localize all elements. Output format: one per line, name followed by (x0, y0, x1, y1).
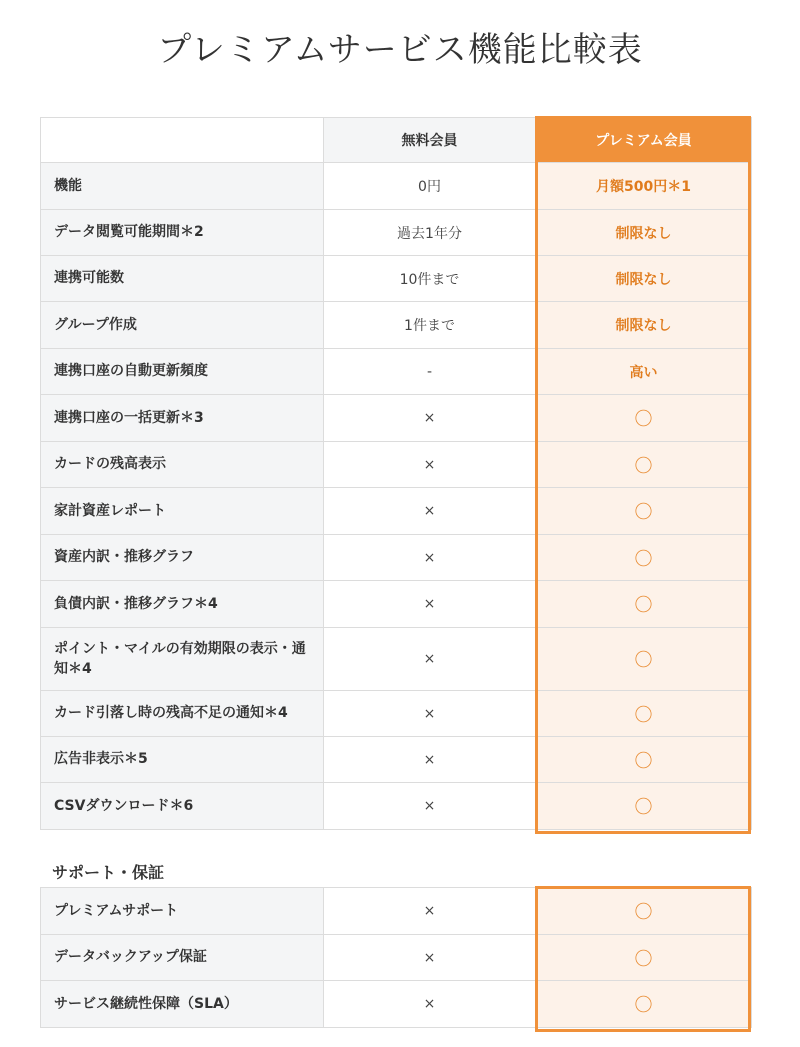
unavailable-mark: × (324, 981, 536, 1028)
table-row (41, 349, 752, 395)
table-row (41, 395, 752, 442)
unavailable-mark: × (324, 737, 536, 783)
table-row (41, 163, 752, 210)
table-row (41, 535, 752, 581)
feature-label: データ閲覧可能期間＊2 (41, 210, 324, 256)
unavailable-mark: × (324, 935, 536, 981)
table-row (41, 737, 752, 783)
unavailable-mark: × (324, 888, 536, 935)
feature-label: データバックアップ保証 (41, 935, 324, 981)
table-row (41, 691, 752, 737)
table-row (41, 628, 752, 691)
available-mark: 〇 (536, 888, 752, 935)
feature-label: サービス継続性保障（SLA） (41, 981, 324, 1028)
unavailable-mark: × (324, 628, 536, 691)
feature-label: 広告非表示＊5 (41, 737, 324, 783)
page-title: プレミアムサービス機能比較表 (157, 30, 643, 70)
unavailable-mark: × (324, 535, 536, 581)
feature-label: 家計資産レポート (41, 488, 324, 535)
available-mark: 〇 (536, 935, 752, 981)
premium-value: 制限なし (536, 302, 752, 349)
feature-label: 連携可能数 (41, 256, 324, 302)
available-mark: 〇 (536, 981, 752, 1028)
feature-label: 資産内訳・推移グラフ (41, 535, 324, 581)
feature-label: CSVダウンロード＊6 (41, 783, 324, 830)
feature-label: 機能 (41, 163, 324, 210)
available-mark: 〇 (536, 691, 752, 737)
premium-value: 高い (536, 349, 752, 395)
table-row (41, 888, 752, 935)
available-mark: 〇 (536, 442, 752, 488)
available-mark: 〇 (536, 783, 752, 830)
feature-label: カード引落し時の残高不足の通知＊4 (41, 691, 324, 737)
unavailable-mark: × (324, 488, 536, 535)
free-value: - (324, 349, 536, 395)
available-mark: 〇 (536, 395, 752, 442)
table-row (41, 210, 752, 256)
feature-label: カードの残高表示 (41, 442, 324, 488)
feature-label: 負債内訳・推移グラフ＊4 (41, 581, 324, 628)
table-row (41, 783, 752, 830)
table-row (41, 442, 752, 488)
unavailable-mark: × (324, 442, 536, 488)
free-value: 過去1年分 (324, 210, 536, 256)
feature-label: ポイント・マイルの有効期限の表示・通知＊4 (41, 628, 324, 691)
table-header-row (41, 118, 752, 163)
table-row (41, 981, 752, 1028)
available-mark: 〇 (536, 581, 752, 628)
table-row (41, 256, 752, 302)
feature-label: プレミアムサポート (41, 888, 324, 935)
table-row (41, 302, 752, 349)
table-row (41, 935, 752, 981)
free-value: 0円 (324, 163, 536, 210)
available-mark: 〇 (536, 535, 752, 581)
table-row (41, 581, 752, 628)
header-free-member: 無料会員 (324, 118, 536, 163)
free-value: 10件まで (324, 256, 536, 302)
premium-value: 制限なし (536, 256, 752, 302)
table-row (41, 488, 752, 535)
available-mark: 〇 (536, 628, 752, 691)
support-section-title: サポート・保証 (52, 863, 165, 882)
unavailable-mark: × (324, 691, 536, 737)
header-label-cell (41, 118, 324, 163)
support-table (40, 887, 752, 1028)
feature-label: グループ作成 (41, 302, 324, 349)
premium-value: 制限なし (536, 210, 752, 256)
unavailable-mark: × (324, 395, 536, 442)
feature-label: 連携口座の自動更新頻度 (41, 349, 324, 395)
available-mark: 〇 (536, 737, 752, 783)
comparison-table (40, 117, 752, 830)
premium-value: 月額500円＊1 (536, 163, 752, 210)
free-value: 1件まで (324, 302, 536, 349)
header-premium-member: プレミアム会員 (536, 118, 752, 163)
feature-label: 連携口座の一括更新＊3 (41, 395, 324, 442)
unavailable-mark: × (324, 581, 536, 628)
available-mark: 〇 (536, 488, 752, 535)
unavailable-mark: × (324, 783, 536, 830)
